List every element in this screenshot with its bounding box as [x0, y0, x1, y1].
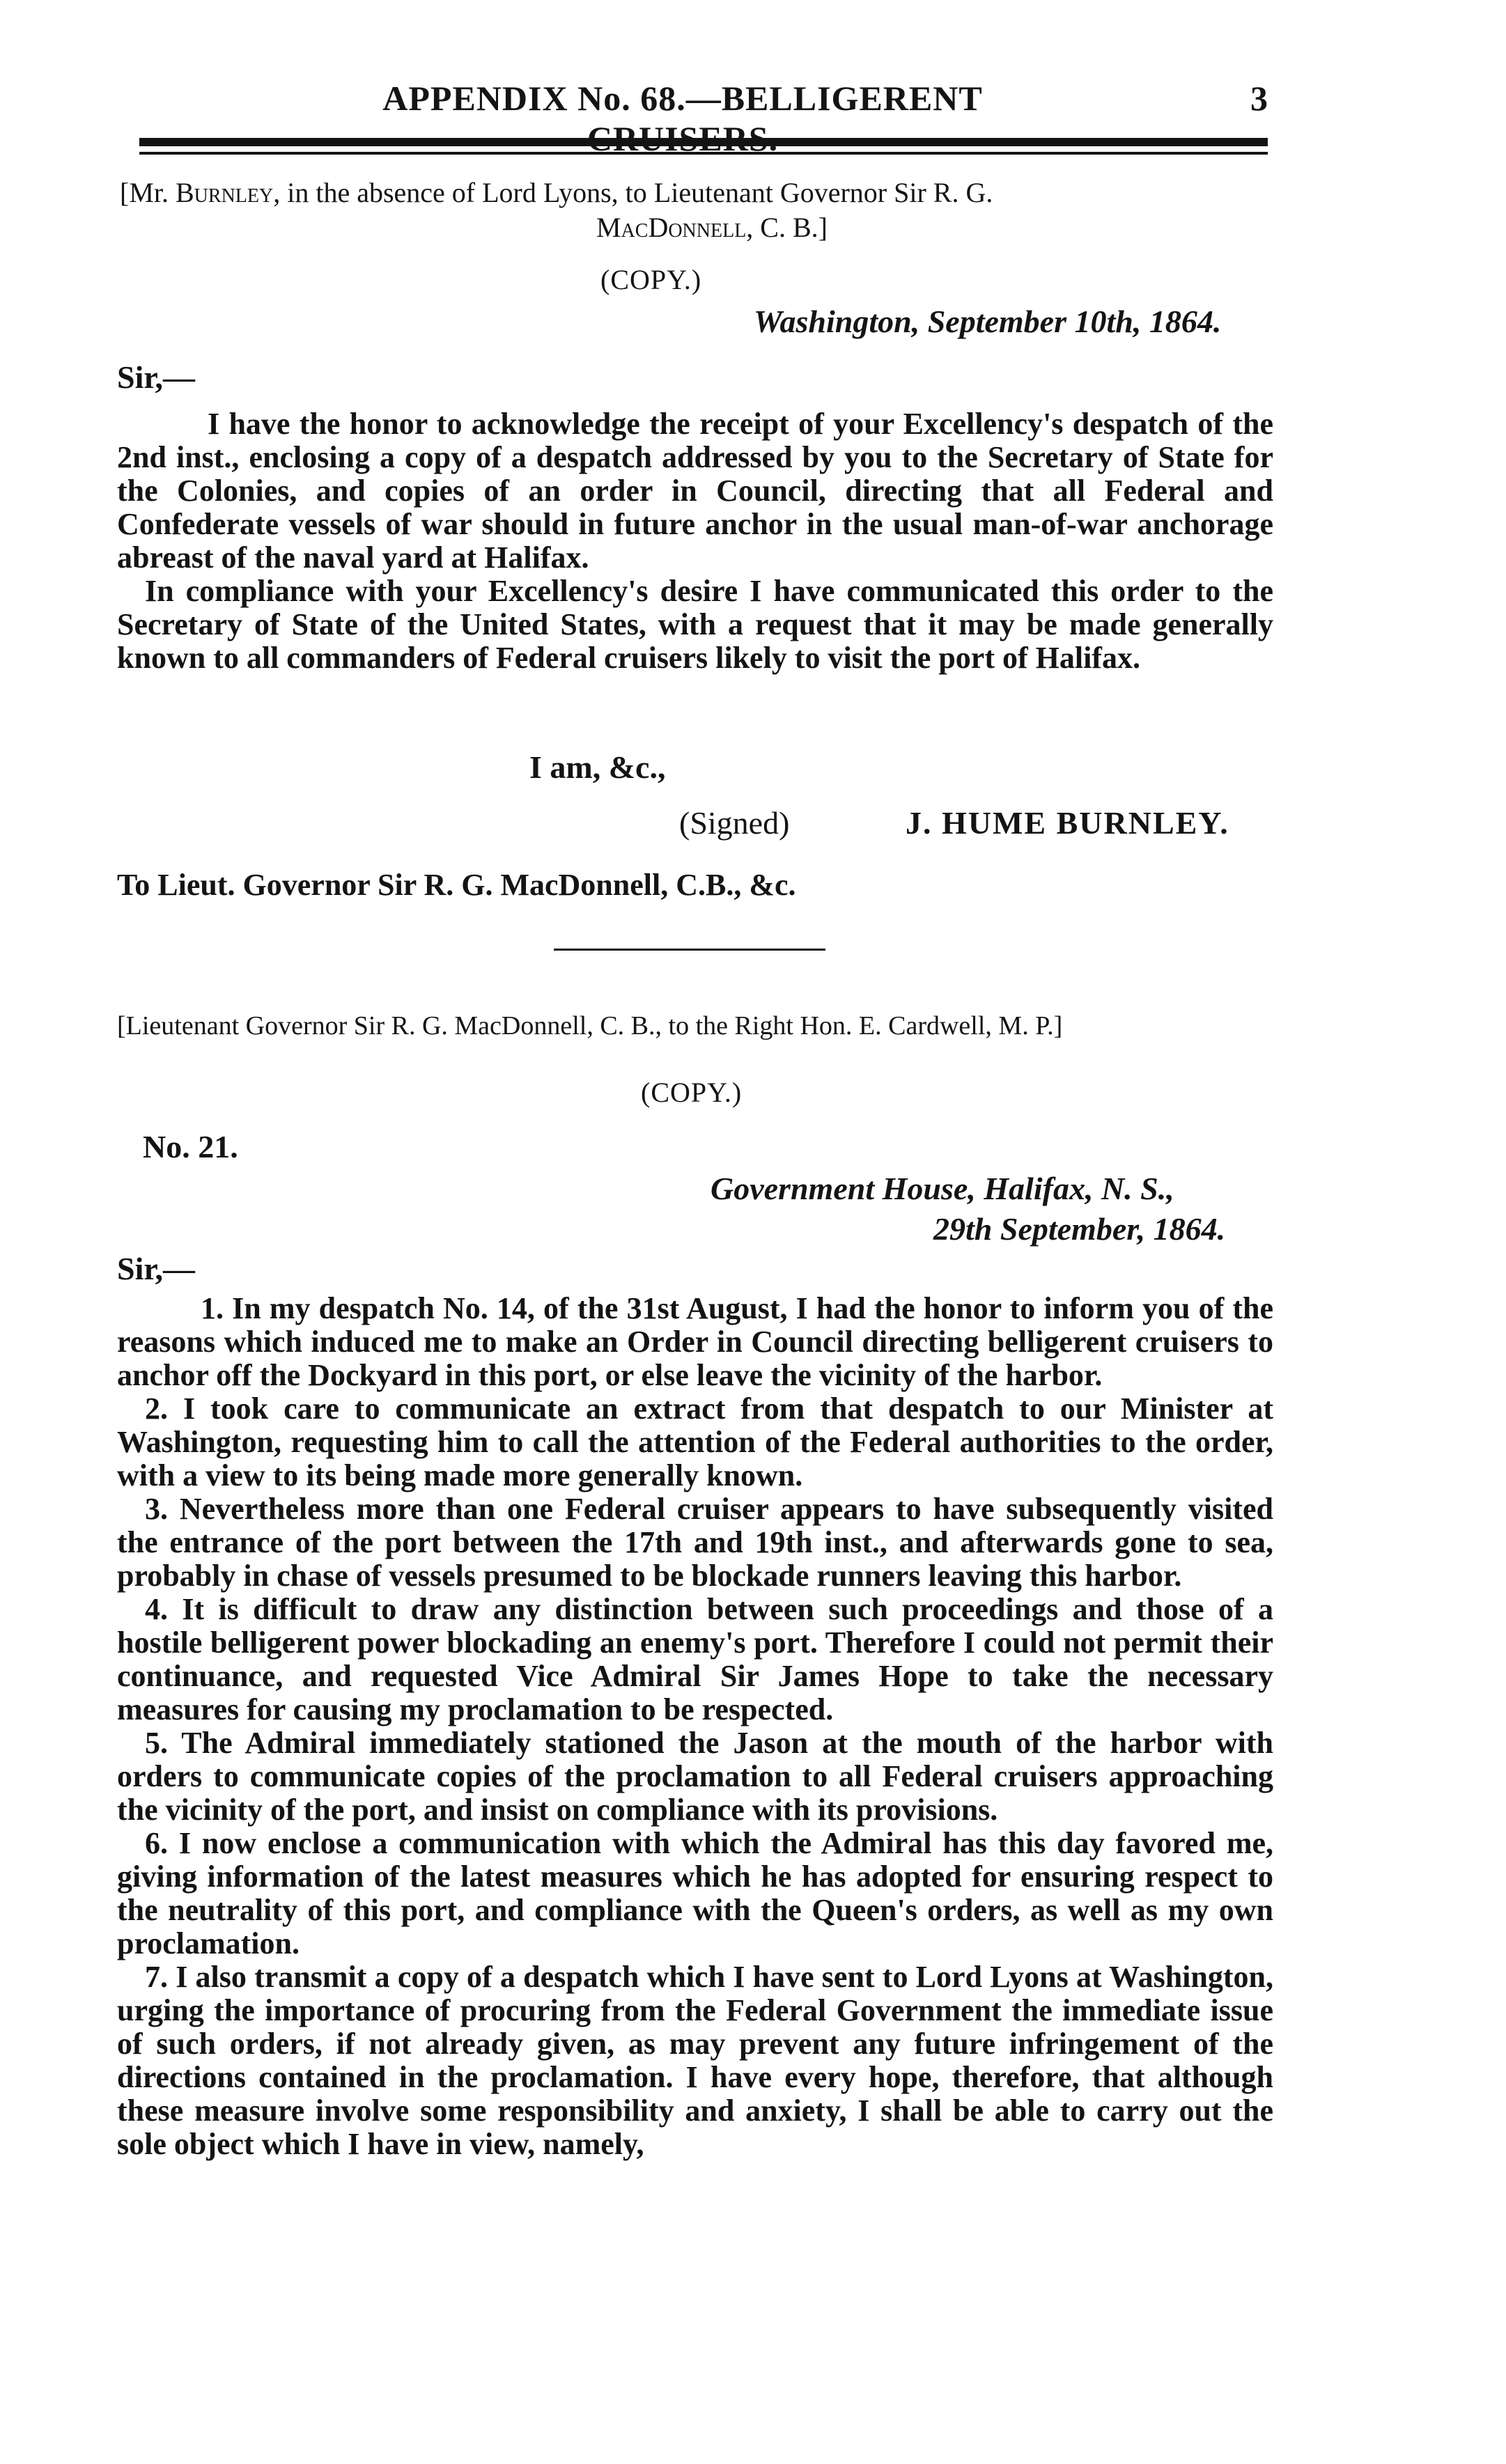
letter2-paragraph-1: 1. In my despatch No. 14, of the 31st August, I had the honor to inform you of the reasons which induced me to make an Order in Council directing belligerent cruisers to anchor off the Dockyard in this port, or else leave the vicinity of the harbor. [117, 1291, 1273, 1392]
header-rule-thin [139, 152, 1268, 155]
letter1-body [117, 407, 1273, 675]
letter2-number: No. 21. [143, 1129, 238, 1164]
letter2-paragraph-3: 3. Nevertheless more than one Federal cruiser appears to have subsequently visited the entrance of the port between the 17th and 19th inst., and afterwards gone to sea, probably in chase of vessels presumed to be blockade runners leaving this harbor. [117, 1492, 1273, 1593]
letter1-heading-post: , in the absence of Lord Lyons, to Lieutenant Governor Sir R. G. [273, 177, 993, 208]
letter2-body [117, 1292, 1273, 2161]
letter1-paragraph-2: In compliance with your Excellency's desire I have communicated this order to the Secretary of State of the United States, with a request that it may be made generally known to all commanders of Federal cruisers likely to visit the port of Halifax. [117, 574, 1273, 675]
letter1-heading-name: Burnley [176, 177, 274, 208]
letter1-salutation: Sir,— [117, 359, 196, 395]
header-rule-thick [139, 138, 1268, 146]
section-separator [554, 949, 825, 951]
letter1-heading [120, 176, 1304, 245]
letter2-dateline-line1: Government House, Halifax, N. S., [711, 1171, 1174, 1206]
letter2-heading: [Lieutenant Governor Sir R. G. MacDonnell, C. B., to the Right Hon. E. Cardwell, M. P.] [117, 1011, 1063, 1040]
letter1-copy-label: (COPY.) [600, 264, 702, 295]
letter2-paragraph-7: 7. I also transmit a copy of a despatch which I have sent to Lord Lyons at Washington, urging the importance of procuring from the Federal Government the immediate issue of such orders, if not already given, as may prevent any future infringement of the directions contained in the proclamation. I have every hope, therefore, that although these measure involve some responsibility and anxiety, I shall be able to carry out the sole object which I have in view, namely, [117, 1960, 1273, 2161]
letter2-paragraph-5: 5. The Admiral immediately stationed the Jason at the mouth of the harbor with orders to communicate copies of the proclamation to all Federal cruisers approaching the vicinity of the port, and insist on compliance with its provisions. [117, 1726, 1273, 1827]
page-number: 3 [1250, 79, 1268, 118]
running-title: APPENDIX No. 68.—BELLIGERENT [382, 79, 983, 118]
letter2-copy-label: (COPY.) [641, 1077, 743, 1108]
letter2-paragraph-4: 4. It is difficult to draw any distinction between such proceedings and those of a hostile belligerent power blockading an enemy's port. Therefore I could not permit their continuance, and requested Vice Admiral Sir James Hope to take the necessary measures for causing my proclamation to be respected. [117, 1592, 1273, 1726]
letter1-signed-label: (Signed) [679, 805, 790, 841]
letter1-paragraph-1: I have the honor to acknowledge the receipt of your Excellency's despatch of the 2nd inst., enclosing a copy of a despatch addressed by you to the Secretary of State for the Colonies, and copies of an order in Council, directing that all Federal and Confederate vessels of war should in future anchor in the usual man-of-war anchorage abreast of the naval yard at Halifax. [117, 407, 1273, 575]
letter2-dateline-line2: 29th September, 1864. [933, 1211, 1226, 1247]
letter2-paragraph-6: 6. I now enclose a communication with which the Admiral has this day favored me, giving information of the latest measures which he has adopted for ensuring respect to the neutrality of this port, and compliance with the Queen's orders, as well as my own proclamation. [117, 1826, 1273, 1960]
letter1-closing: I am, &c., [529, 749, 666, 785]
letter1-heading-pre: [Mr. [120, 177, 176, 208]
letter2-paragraph-2: 2. I took care to communicate an extract from that despatch to our Minister at Washington, requesting him to call the attention of the Federal authorities to the order, with a view to its being made more generally known. [117, 1391, 1273, 1492]
letter1-signature: J. HUME BURNLEY. [906, 805, 1229, 841]
letter1-heading-line2: MacDonnell, C. B.] [596, 212, 828, 243]
letter2-salutation: Sir,— [117, 1251, 196, 1286]
letter1-to-line: To Lieut. Governor Sir R. G. MacDonnell, C.B., &c. [117, 868, 796, 902]
letter1-dateline: Washington, September 10th, 1864. [754, 304, 1222, 339]
